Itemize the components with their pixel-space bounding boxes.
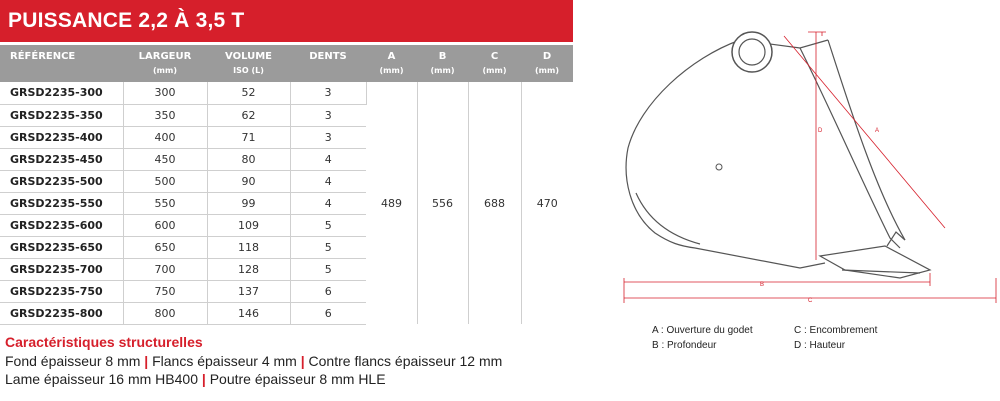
cell-largeur: 350 [123,104,207,126]
characteristics-title: Caractéristiques structurelles [5,334,203,350]
cell-volume: 137 [207,280,290,302]
characteristics-block [5,334,502,388]
cell-largeur: 550 [123,192,207,214]
column-header [366,45,417,82]
characteristic-item: Fond épaisseur 8 mm [5,353,141,369]
cell-volume: 71 [207,126,290,148]
cell-ref: GRSD2235-400 [0,126,123,148]
cell-ref: GRSD2235-350 [0,104,123,126]
cell-dents: 5 [290,236,366,258]
pivot-hole-icon [732,32,772,72]
dimension-lines [624,32,996,303]
cell-volume: 146 [207,302,290,324]
cell-largeur: 700 [123,258,207,280]
characteristics-line-1 [5,352,502,370]
column-header-label: C [490,51,499,62]
cell-dents: 5 [290,214,366,236]
column-header [207,45,290,82]
bolt-hole-icon [716,164,722,170]
cell-dents: 3 [290,126,366,148]
characteristic-item: Poutre épaisseur 8 mm HLE [209,371,386,387]
column-header-unit: (mm) [535,66,559,75]
label-d: D [818,128,823,134]
spec-table [0,45,573,325]
cell-largeur: 300 [123,82,207,104]
column-header-unit: (mm) [379,66,404,75]
bucket-outline [626,40,930,278]
cell-largeur: 450 [123,148,207,170]
column-header [123,45,207,82]
cell-dents: 4 [290,148,366,170]
cell-ref: GRSD2235-500 [0,170,123,192]
cell-volume: 109 [207,214,290,236]
cell-dents: 6 [290,302,366,324]
cell-volume: 118 [207,236,290,258]
characteristic-item: Contre flancs épaisseur 12 mm [308,353,503,369]
cell-ref: GRSD2235-700 [0,258,123,280]
cell-dimension-b: 556 [417,82,468,324]
cell-ref: GRSD2235-300 [0,82,123,104]
cell-volume: 52 [207,82,290,104]
cell-dimension-c: 688 [468,82,521,324]
column-header-label: RÉFÉRENCE [10,51,76,62]
cell-largeur: 400 [123,126,207,148]
cell-ref: GRSD2235-550 [0,192,123,214]
cell-largeur: 750 [123,280,207,302]
cell-dents: 4 [290,170,366,192]
characteristic-item: Flancs épaisseur 4 mm [152,353,297,369]
column-header-unit: (mm) [153,66,177,75]
cell-volume: 99 [207,192,290,214]
bucket-drawing [600,8,1000,318]
cell-ref: GRSD2235-450 [0,148,123,170]
column-header [417,45,468,82]
cell-dents: 3 [290,82,366,104]
table-row [0,82,573,104]
column-header-label: DENTS [309,51,347,62]
separator: | [201,371,206,387]
cell-dents: 6 [290,280,366,302]
cell-ref: GRSD2235-650 [0,236,123,258]
cell-largeur: 800 [123,302,207,324]
cell-largeur: 600 [123,214,207,236]
characteristics-line-2 [5,370,502,388]
column-header-label: B [438,51,447,62]
label-a: A [875,128,880,134]
cell-ref: GRSD2235-750 [0,280,123,302]
table-header-row [0,45,573,82]
page-title: PUISSANCE 2,2 À 3,5 T [0,0,573,42]
column-header [290,45,366,82]
cell-ref: GRSD2235-600 [0,214,123,236]
table-body [0,82,573,324]
cell-dents: 5 [290,258,366,280]
column-header-label: D [542,51,552,62]
legend-b: B : Profondeur [652,340,717,351]
column-header-label: A [387,51,396,62]
separator: | [300,353,305,369]
label-c: C [808,298,813,304]
cell-dents: 3 [290,104,366,126]
cell-largeur: 500 [123,170,207,192]
column-header-unit: (mm) [482,66,507,75]
column-header-unit: (mm) [430,66,455,75]
separator: | [144,353,149,369]
cell-volume: 90 [207,170,290,192]
cell-volume: 80 [207,148,290,170]
column-header [0,45,123,82]
label-b: B [760,282,765,288]
legend-d: D : Hauteur [794,340,846,351]
legend-a: A : Ouverture du godet [652,325,753,336]
column-header [521,45,573,82]
column-header-label: VOLUME [225,51,272,62]
cell-dents: 4 [290,192,366,214]
legend-c: C : Encombrement [794,325,878,336]
column-header [468,45,521,82]
cell-volume: 128 [207,258,290,280]
characteristic-item: Lame épaisseur 16 mm HB400 [5,371,198,387]
cell-volume: 62 [207,104,290,126]
cell-dimension-d: 470 [536,196,558,210]
column-header-label: LARGEUR [138,51,192,62]
cell-ref: GRSD2235-800 [0,302,123,324]
column-header-unit: ISO (L) [233,66,264,75]
cell-dimension-a: 489 [366,82,417,324]
cell-largeur: 650 [123,236,207,258]
